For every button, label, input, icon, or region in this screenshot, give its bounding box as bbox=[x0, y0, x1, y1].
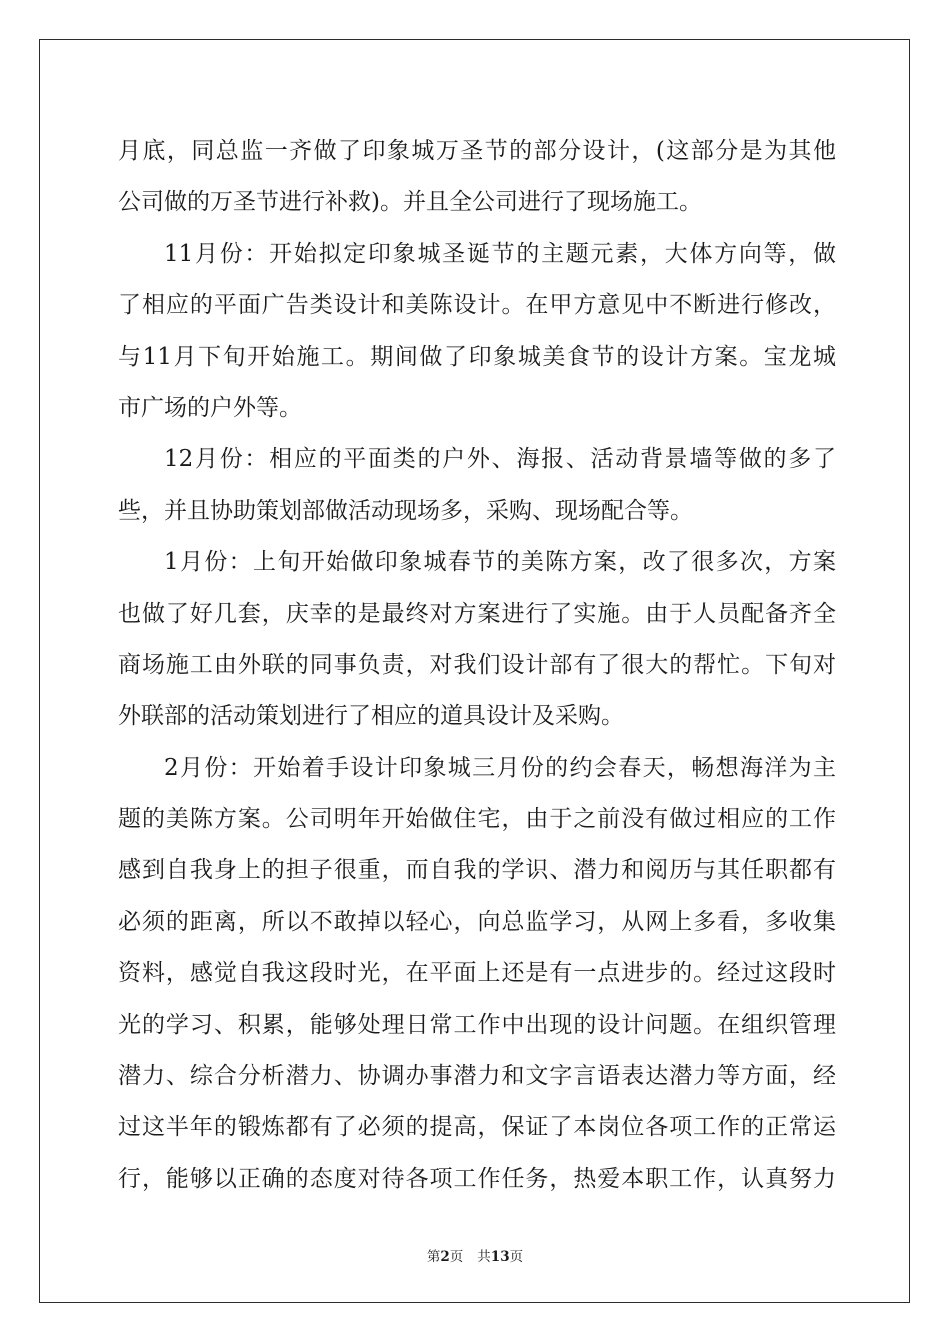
total-prefix: 共 bbox=[477, 1249, 491, 1265]
text-line: 1月份：上旬开始做印象城春节的美陈方案，改了很多次，方案 bbox=[164, 549, 836, 576]
text-line: 题的美陈方案。公司明年开始做住宅，由于之前没有做过相应的工作 bbox=[118, 806, 836, 833]
page-footer bbox=[0, 1248, 950, 1266]
text-line: 商场施工由外联的同事负责，对我们设计部有了很大的帮忙。下旬对 bbox=[118, 651, 836, 678]
text-line: 感到自我身上的担子很重，而自我的学识、潜力和阅历与其任职都有 bbox=[118, 857, 836, 884]
text-line: 些，并且协助策划部做活动现场多，采购、现场配合等。 bbox=[118, 497, 693, 524]
text-line: 外联部的活动策划进行了相应的道具设计及采购。 bbox=[118, 703, 624, 730]
text-line: 过这半年的锻炼都有了必须的提高，保证了本岗位各项工作的正常运 bbox=[118, 1114, 836, 1141]
text-line: 行，能够以正确的态度对待各项工作任务，热爱本职工作，认真努力 bbox=[118, 1165, 836, 1192]
text-line: 潜力、综合分析潜力、协调办事潜力和文字言语表达潜力等方面，经 bbox=[118, 1063, 836, 1090]
current-page-number: 2 bbox=[440, 1249, 450, 1265]
text-line: 也做了好几套，庆幸的是最终对方案进行了实施。由于人员配备齐全 bbox=[118, 600, 836, 627]
text-line: 必须的距离，所以不敢掉以轻心，向总监学习，从网上多看，多收集 bbox=[118, 908, 836, 935]
text-line: 月底，同总监一齐做了印象城万圣节的部分设计，(这部分是为其他 bbox=[118, 138, 836, 164]
document-body bbox=[118, 126, 836, 1205]
text-line: 公司做的万圣节进行补救)。并且全公司进行了现场施工。 bbox=[118, 189, 702, 216]
text-line: 与11月下旬开始施工。期间做了印象城美食节的设计方案。宝龙城 bbox=[118, 343, 836, 370]
text-line: 2月份：开始着手设计印象城三月份的约会春天，畅想海洋为主 bbox=[164, 754, 836, 781]
text-line: 光的学习、积累，能够处理日常工作中出现的设计问题。在组织管理 bbox=[118, 1011, 836, 1038]
total-page-number: 13 bbox=[490, 1249, 510, 1265]
page-prefix: 第 bbox=[426, 1249, 441, 1265]
text-line: 12月份：相应的平面类的户外、海报、活动背景墙等做的多了 bbox=[164, 446, 836, 473]
text-line: 11月份：开始拟定印象城圣诞节的主题元素，大体方向等，做 bbox=[164, 240, 836, 267]
text-line: 资料，感觉自我这段时光，在平面上还是有一点进步的。经过这段时 bbox=[118, 960, 836, 987]
text-line: 市广场的户外等。 bbox=[118, 394, 302, 421]
text-line: 了相应的平面广告类设计和美陈设计。在甲方意见中不断进行修改， bbox=[118, 292, 836, 319]
page-suffix: 页 bbox=[449, 1249, 464, 1265]
total-suffix: 页 bbox=[509, 1249, 524, 1265]
